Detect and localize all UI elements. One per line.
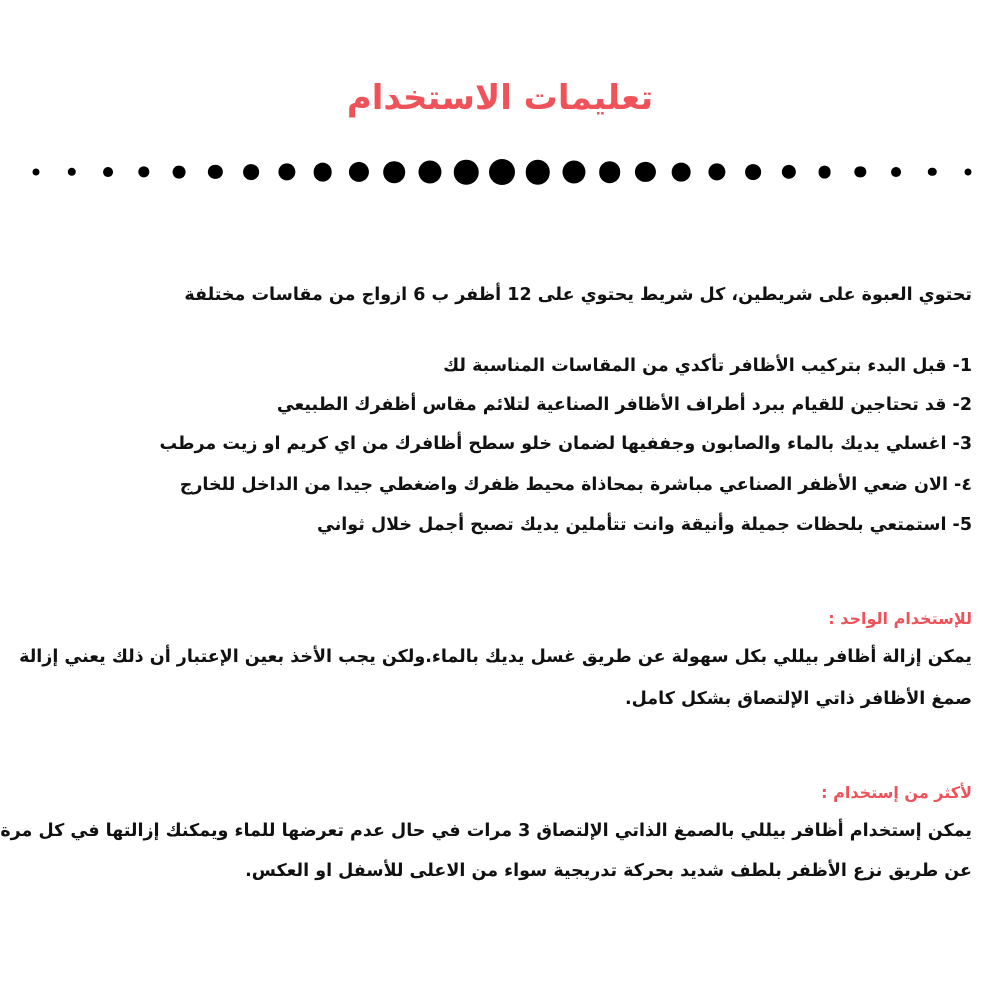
single-use-line-2: صمغ الأظافر ذاتي الإلتصاق بشكل كامل. <box>625 689 972 709</box>
divider-dot <box>599 161 621 183</box>
multi-use-heading: لأكثر من إستخدام : <box>821 783 972 802</box>
single-use-line-1: يمكن إزالة أظافر بيللي بكل سهولة عن طريق غسل يديك بالماء.ولكن يجب الأخذ بعين الإعتبار أن ذلك يعني إزالة <box>19 647 972 667</box>
step-4: ٤- الان ضعي الأظفر الصناعي مباشرة بمحاذاة محيط ظفرك واضغطي جيدا من الداخل للخارج <box>179 475 972 495</box>
multi-use-line-1: يمكن إستخدام أظافر بيللي بالصمغ الذاتي الإلتصاق 3 مرات في حال عدم تعرضها للماء ويمكنك إزالتها في كل مرة <box>0 821 972 841</box>
divider-dot <box>672 163 691 182</box>
divider-dot <box>782 165 796 179</box>
divider-dot <box>965 169 972 176</box>
divider-dot <box>708 163 725 180</box>
divider-dot <box>243 164 259 180</box>
intro-text: تحتوي العبوة على شريطين، كل شريط يحتوي على 12 أظفر ب 6 ازواج من مقاسات مختلفة <box>184 285 972 305</box>
single-use-heading: للإستخدام الواحد : <box>828 609 972 628</box>
divider-dot <box>103 167 113 177</box>
step-2: 2- قد تحتاجين للقيام ببرد أطراف الأظافر الصناعية لتلائم مقاس أظفرك الطبيعي <box>276 395 972 415</box>
divider-dot <box>526 160 551 185</box>
divider-dot <box>33 169 40 176</box>
divider-dot <box>313 163 332 182</box>
divider-dot <box>891 167 901 177</box>
divider-dot <box>68 168 76 176</box>
divider-dot <box>635 162 655 182</box>
divider-dot <box>208 165 222 179</box>
page-title: تعليمات الاستخدام <box>346 78 654 118</box>
divider-dot <box>278 163 295 180</box>
step-1: 1- قبل البدء بتركيب الأظافر تأكدي من المقاسات المناسبة لك <box>443 356 972 376</box>
divider-dot <box>454 160 479 185</box>
divider-dot <box>419 160 442 183</box>
divider-dot <box>855 166 866 177</box>
step-5: 5- استمتعي بلحظات جميلة وأنيقة وانت تتأملين يديك تصبح أجمل خلال ثواني <box>317 515 972 535</box>
multi-use-line-2: عن طريق نزع الأظفر بلطف شديد بحركة تدريجية سواء من الاعلى للأسفل او العكس. <box>245 861 972 881</box>
divider-dot <box>349 162 369 182</box>
step-3: 3- اغسلي يديك بالماء والصابون وجففيها لضمان خلو سطح أظافرك من اي كريم او زيت مرطب <box>159 434 972 454</box>
divider-dot <box>818 166 831 179</box>
divider-dot <box>384 161 406 183</box>
divider-dot <box>562 160 585 183</box>
divider-dot <box>928 168 936 176</box>
dotted-divider <box>0 154 1000 190</box>
divider-dot <box>489 159 515 185</box>
divider-dot <box>173 166 186 179</box>
divider-dot <box>745 164 761 180</box>
divider-dot <box>138 166 149 177</box>
